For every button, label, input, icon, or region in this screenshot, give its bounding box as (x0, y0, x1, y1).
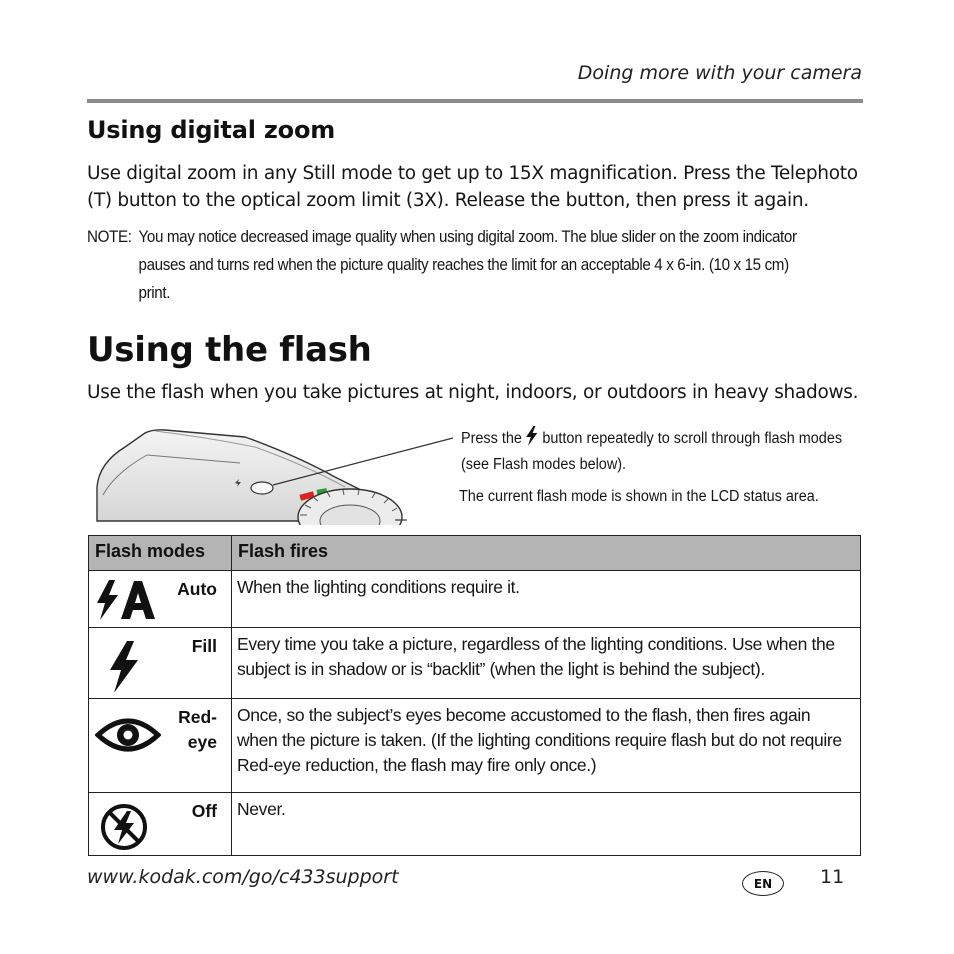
mode-name-red-eye-line1: Red- (178, 707, 217, 727)
flash-off-icon (99, 803, 149, 851)
language-badge: EN (742, 871, 784, 896)
mode-name-off: Off (191, 801, 217, 821)
flash-button (251, 482, 273, 494)
note-label: NOTE: (87, 228, 132, 246)
table-row (89, 628, 861, 699)
flash-modes-table (88, 535, 861, 856)
flash-paragraph: Use the flash when you take pictures at night, indoors, or outdoors in heavy shadows. (87, 382, 859, 403)
desc-fill: Every time you take a picture, regardless of the lighting conditions. Use when the subject is in shadow or is “backlit” (when the light is behind the subject). (237, 634, 835, 679)
desc-off: Never. (237, 799, 286, 819)
mode-cell-off (89, 793, 232, 856)
red-eye-icon (95, 713, 161, 757)
table-header-row (89, 536, 861, 571)
note-text: You may notice decreased image quality when using digital zoom. The blue slider on the zoom indicator pauses and turns red when the picture quality reaches the limit for an acceptable 4 x 6-in. (10 x 15 cm) print. (138, 228, 797, 302)
desc-cell-red-eye (232, 699, 861, 793)
section-heading-digital-zoom: Using digital zoom (87, 116, 336, 144)
flash-status-callout: The current flash mode is shown in the LCD status area. (459, 488, 819, 505)
mode-name-red-eye (178, 705, 217, 755)
mode-name-auto: Auto (177, 579, 217, 599)
flash-fill-icon (105, 640, 141, 694)
zoom-note (87, 223, 801, 307)
callout-pre: Press the (461, 430, 522, 447)
desc-auto: When the lighting conditions require it. (237, 577, 520, 597)
desc-cell-fill (232, 628, 861, 699)
header-title: Doing more with your camera (577, 62, 862, 84)
flash-callout (461, 426, 852, 476)
desc-red-eye: Once, so the subject’s eyes become accustomed to the flash, then fires again when the picture is taken. (If the lighting conditions require flash but do not require Red-eye reduction, the flash may fire only once.) (237, 705, 842, 775)
flash-auto-icon (95, 579, 159, 621)
header-flash-modes: Flash modes (89, 536, 232, 571)
desc-cell-auto (232, 571, 861, 628)
section-heading-flash: Using the flash (87, 330, 372, 370)
digital-zoom-paragraph: Use digital zoom in any Still mode to get up to 15X magnification. Press the Telephoto (T) button to the optical zoom limit (3X). Release the button, then press it again. (87, 163, 858, 211)
desc-cell-off (232, 793, 861, 856)
flash-bolt-icon (526, 426, 539, 453)
mode-cell-fill (89, 628, 232, 699)
table-row (89, 699, 861, 793)
mode-cell-red-eye (89, 699, 232, 793)
header-flash-fires: Flash fires (232, 536, 861, 571)
mode-cell-auto (89, 571, 232, 628)
camera-top-illustration (95, 425, 465, 525)
callout-post: button repeatedly to scroll through flash modes (see Flash modes below). (461, 430, 843, 473)
mode-name-fill: Fill (191, 636, 217, 656)
mode-name-red-eye-line2: eye (187, 732, 217, 752)
footer-url: www.kodak.com/go/c433support (87, 866, 399, 888)
header-rule (87, 99, 863, 103)
page-number: 11 (820, 866, 845, 888)
table-row (89, 793, 861, 856)
table-row (89, 571, 861, 628)
